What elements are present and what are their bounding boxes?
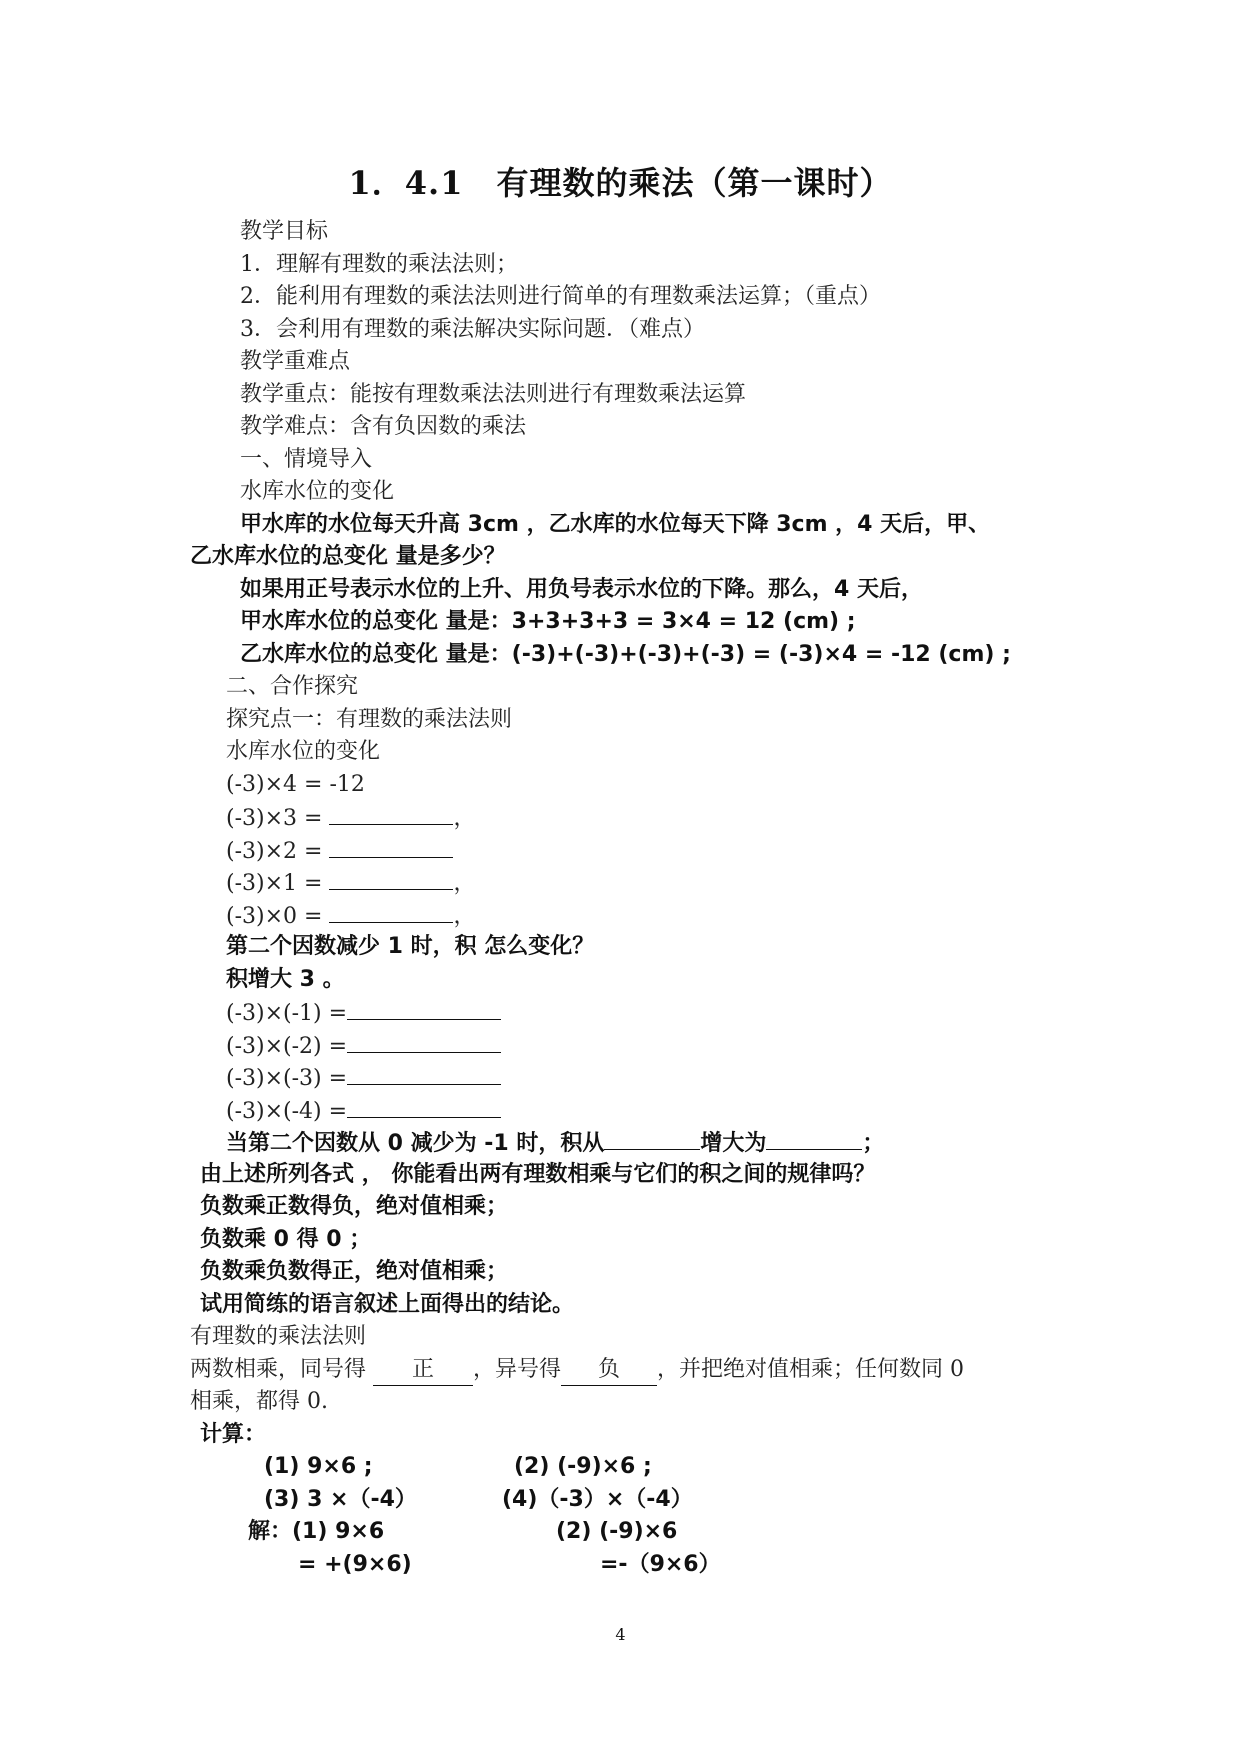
answer-blank: [329, 867, 453, 890]
law-text: [190, 1355, 964, 1386]
answer-blank: [766, 1127, 862, 1150]
page-title: 1．4.1 有理数的乘法（第一课时）: [348, 164, 893, 202]
solution-line: = +(9×6): [298, 1552, 412, 1577]
law-fill: 正: [373, 1355, 473, 1386]
keypoint-text: 教学重点：能按有理数乘法法则进行有理数乘法运算: [240, 382, 747, 407]
law-part: ，并把绝对值相乘；任何数同 0: [657, 1357, 965, 1382]
question-text: [226, 1127, 884, 1159]
answer-blank: [329, 802, 453, 825]
answer-blank: [347, 1062, 501, 1085]
answer-text: 积增大 3 。: [226, 967, 345, 992]
equation: [226, 997, 501, 1029]
equation-text: (-3)×0 =: [226, 904, 330, 929]
solution-line: 解：(1) 9×6: [248, 1519, 385, 1544]
equation-text: (-3)×1 =: [226, 871, 330, 896]
equation-text: (-3)×2 =: [226, 839, 330, 864]
answer-blank: [347, 997, 501, 1020]
question-part: 增大为: [700, 1131, 767, 1156]
answer-intro: 如果用正号表示水位的上升、用负号表示水位的下降。那么，4 天后，: [240, 577, 923, 602]
problem-text: 甲水库的水位每天升高 3cm ，乙水库的水位每天下降 3cm ，4 天后，甲、: [240, 512, 991, 537]
explore-subheading: 水库水位的变化: [226, 739, 381, 764]
question-part: ；: [862, 1131, 885, 1156]
equation: (-3)×4 = -12: [226, 772, 365, 797]
goal-item: 1．理解有理数的乘法法则；: [240, 252, 518, 277]
equation: [226, 835, 453, 867]
calc-item: (3) 3 ×（-4）: [264, 1487, 417, 1512]
equation: [226, 1095, 501, 1127]
section-subheading: 水库水位的变化: [240, 479, 395, 504]
equation: [226, 1030, 501, 1062]
question-text: 第二个因数减少 1 时，积 怎么变化？: [226, 934, 595, 959]
comma: ，: [453, 871, 476, 896]
rule-text: 负数乘正数得负，绝对值相乘；: [200, 1194, 509, 1219]
law-fill: 负: [561, 1355, 657, 1386]
answer-blank: [329, 835, 453, 858]
calc-item: (4)（-3）×（-4）: [502, 1487, 693, 1512]
explore-heading: 探究点一：有理数的乘法法则: [226, 707, 513, 732]
answer-line: 甲水库水位的总变化 量是：3+3+3+3 = 3×4 = 12 (cm) ;: [240, 609, 856, 634]
problem-text: 乙水库水位的总变化 量是多少？: [190, 544, 506, 569]
equation: [226, 867, 475, 899]
solution-line: =-（9×6）: [600, 1552, 721, 1577]
keypoints-heading: 教学重难点: [240, 349, 351, 374]
rule-text: 负数乘负数得正，绝对值相乘；: [200, 1259, 509, 1284]
question-text: 由上述所列各式 ， 你能看出两有理数相乘与它们的积之间的规律吗？: [200, 1162, 876, 1187]
equation: [226, 900, 475, 932]
comma: ，: [453, 806, 476, 831]
goal-item: 3．会利用有理数的乘法解决实际问题．（难点）: [240, 317, 705, 342]
equation: [226, 1062, 501, 1094]
solution-line: (2) (-9)×6: [556, 1519, 678, 1544]
equation-text: (-3)×(-2) =: [226, 1034, 348, 1059]
answer-blank: [604, 1127, 700, 1150]
law-text: 相乘，都得 0.: [190, 1389, 328, 1414]
answer-line: 乙水库水位的总变化 量是：(-3)+(-3)+(-3)+(-3) = (-3)×4 = -12 (cm) ;: [240, 642, 1011, 667]
goals-heading: 教学目标: [240, 219, 329, 244]
law-part: ，异号得: [473, 1357, 562, 1382]
page-number: 4: [615, 1625, 626, 1644]
answer-blank: [329, 900, 453, 923]
section-heading: 一、情境导入: [240, 447, 373, 472]
question-part: 当第二个因数从 0 减少为 -1 时，积从: [226, 1131, 605, 1156]
answer-blank: [347, 1030, 501, 1053]
equation-text: (-3)×(-4) =: [226, 1099, 348, 1124]
difficulty-text: 教学难点：含有负因数的乘法: [240, 414, 527, 439]
law-title: 有理数的乘法法则: [190, 1324, 367, 1349]
rule-text: 试用简练的语言叙述上面得出的结论。: [200, 1292, 575, 1317]
answer-blank: [347, 1095, 501, 1118]
calc-item: (1) 9×6 ;: [264, 1454, 373, 1479]
calc-heading: 计算：: [200, 1422, 267, 1447]
comma: ，: [453, 904, 476, 929]
rule-text: 负数乘 0 得 0 ；: [200, 1227, 372, 1252]
calc-item: (2) (-9)×6 ;: [514, 1454, 652, 1479]
equation-text: (-3)×(-3) =: [226, 1066, 348, 1091]
section-heading: 二、合作探究: [226, 674, 359, 699]
equation-text: (-3)×(-1) =: [226, 1001, 348, 1026]
equation-text: (-3)×3 =: [226, 806, 330, 831]
equation: [226, 802, 475, 834]
law-part: 两数相乘，同号得: [190, 1357, 373, 1382]
goal-item: 2．能利用有理数的乘法法则进行简单的有理数乘法运算；（重点）: [240, 284, 881, 309]
